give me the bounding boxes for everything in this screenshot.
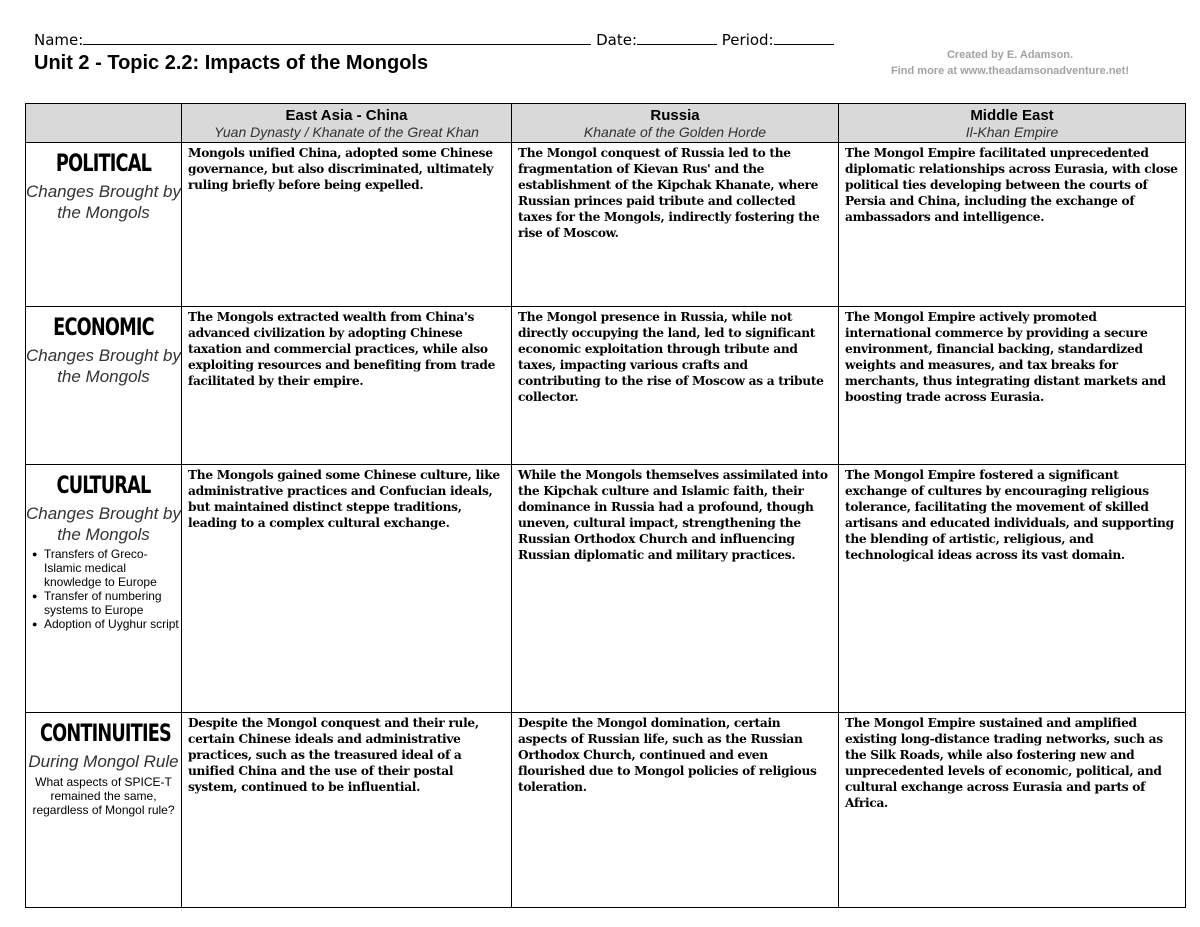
table-row-political [26,143,1186,307]
credit-block [850,47,1170,79]
column-title: Russia [650,107,700,124]
cell-political-china[interactable] [182,143,512,307]
credit-website: Find more at www.theadamsonadventure.net! [891,65,1129,77]
name-label: Name: [34,31,84,49]
date-blank[interactable] [637,30,717,45]
period-label: Period: [721,31,774,49]
guiding-question: What aspects of SPICE-T remained the same, regardless of Mongol rule? [32,775,175,817]
cell-cultural-middle-east[interactable] [839,465,1186,713]
row-header-continuities [26,713,182,908]
column-header-china [182,104,512,143]
cell-text: The Mongol Empire sustained and amplified existing long-distance trading networks, such as the Silk Roads, while also fostering new and unprecedented levels of economic, political, and cultural exchange across Eurasia and parts of Africa. [845,716,1163,810]
cell-text: The Mongol Empire facilitated unprecedented diplomatic relationships across Eurasia, with close political ties developing between the courts of Persia and China, including the exchange of ambassadors and intelligence. [845,146,1178,224]
cell-text: The Mongol Empire actively promoted international commerce by providing a secure environment, financial backing, standardized weights and measures, and tax breaks for merchants, thus integrating distant markets and boosting trade across Eurasia. [845,310,1166,404]
cell-political-russia[interactable] [512,143,839,307]
date-label: Date: [596,31,637,49]
list-item: ● Adoption of Uyghur script [32,617,179,631]
cell-political-middle-east[interactable] [839,143,1186,307]
worksheet-title: Unit 2 - Topic 2.2: Impacts of the Mongols [34,52,429,74]
category-label: CULTURAL [56,471,151,499]
cell-text: The Mongols gained some Chinese culture, like administrative practices and Confucian ideals, but maintained distinct steppe traditions, leading to a complex cultural exchange. [188,468,500,530]
list-item: ● Transfers of Greco-Islamic medical knowledge to Europe [32,547,179,589]
category-subtitle: During Mongol Rule [28,752,179,771]
table-row-continuities [26,713,1186,908]
column-subtitle: Il-Khan Empire [965,124,1059,140]
table-row-economic [26,307,1186,465]
column-subtitle: Yuan Dynasty / Khanate of the Great Khan [214,124,479,140]
period-blank[interactable] [774,30,834,45]
cell-text: Despite the Mongol conquest and their rule, certain Chinese ideals and administrative practices, such as the treasured ideal of a unified China and the use of their postal system, continued to be influential. [188,716,479,794]
cell-continuities-middle-east[interactable] [839,713,1186,908]
category-label: POLITICAL [55,149,152,177]
header-corner-cell [26,104,182,143]
category-label: ECONOMIC [53,313,154,341]
cell-economic-china[interactable] [182,307,512,465]
category-subtitle: Changes Brought by the Mongols [26,182,181,222]
name-blank[interactable] [83,30,591,45]
column-title: East Asia - China [285,107,408,124]
column-header-middle-east [839,104,1186,143]
column-title: Middle East [970,107,1054,124]
cell-continuities-russia[interactable] [512,713,839,908]
list-item: ● Transfer of numbering systems to Europe [32,589,179,617]
category-subtitle: Changes Brought by the Mongols [26,346,181,386]
table-row-cultural [26,465,1186,713]
column-subtitle: Khanate of the Golden Horde [583,124,767,140]
cultural-examples-list [26,547,181,631]
cell-economic-russia[interactable] [512,307,839,465]
cell-economic-middle-east[interactable] [839,307,1186,465]
category-subtitle: Changes Brought by the Mongols [26,504,181,544]
cell-cultural-russia[interactable] [512,465,839,713]
category-label: CONTINUITIES [39,719,171,747]
cell-cultural-china[interactable] [182,465,512,713]
cell-text: While the Mongols themselves assimilated into the Kipchak culture and Islamic faith, their dominance in Russia had a profound, though uneven, cultural impact, strengthening the Russian Orthodox Church and influencing Russian diplomatic and military practices. [518,468,828,562]
row-header-economic [26,307,182,465]
cell-continuities-china[interactable] [182,713,512,908]
table-header-row [26,104,1186,143]
student-info-line [34,30,834,49]
column-header-russia [512,104,839,143]
cell-text: Mongols unified China, adopted some Chinese governance, but also discriminated, ultimately ruling briefly before being expelled. [188,146,494,192]
cell-text: Despite the Mongol domination, certain aspects of Russian life, such as the Russian Orthodox Church, continued and even flourished due to Mongol policies of religious toleration. [518,716,817,794]
cell-text: The Mongol Empire fostered a significant exchange of cultures by encouraging religious tolerance, facilitating the movement of skilled artisans and educated individuals, and supporting the blending of artistic, religious, and technological ideas across its vast domain. [845,468,1174,562]
cell-text: The Mongol conquest of Russia led to the fragmentation of Kievan Rus' and the establishment of the Kipchak Khanate, where Russian princes paid tribute and collected taxes for the Mongols, indirectly fostering the rise of Moscow. [518,146,820,240]
credit-author: Created by E. Adamson. [946,49,1074,61]
impacts-table [25,103,1186,908]
cell-text: The Mongol presence in Russia, while not directly occupying the land, led to significant economic exploitation through tribute and taxes, impacting various crafts and contributing to the rise of Moscow as a tribute collector. [518,310,824,404]
cell-text: The Mongols extracted wealth from China's advanced civilization by adopting Chinese taxation and commercial practices, while also exploiting resources and benefiting from trade facilitated by their empire. [188,310,496,388]
row-header-political [26,143,182,307]
row-header-cultural [26,465,182,713]
